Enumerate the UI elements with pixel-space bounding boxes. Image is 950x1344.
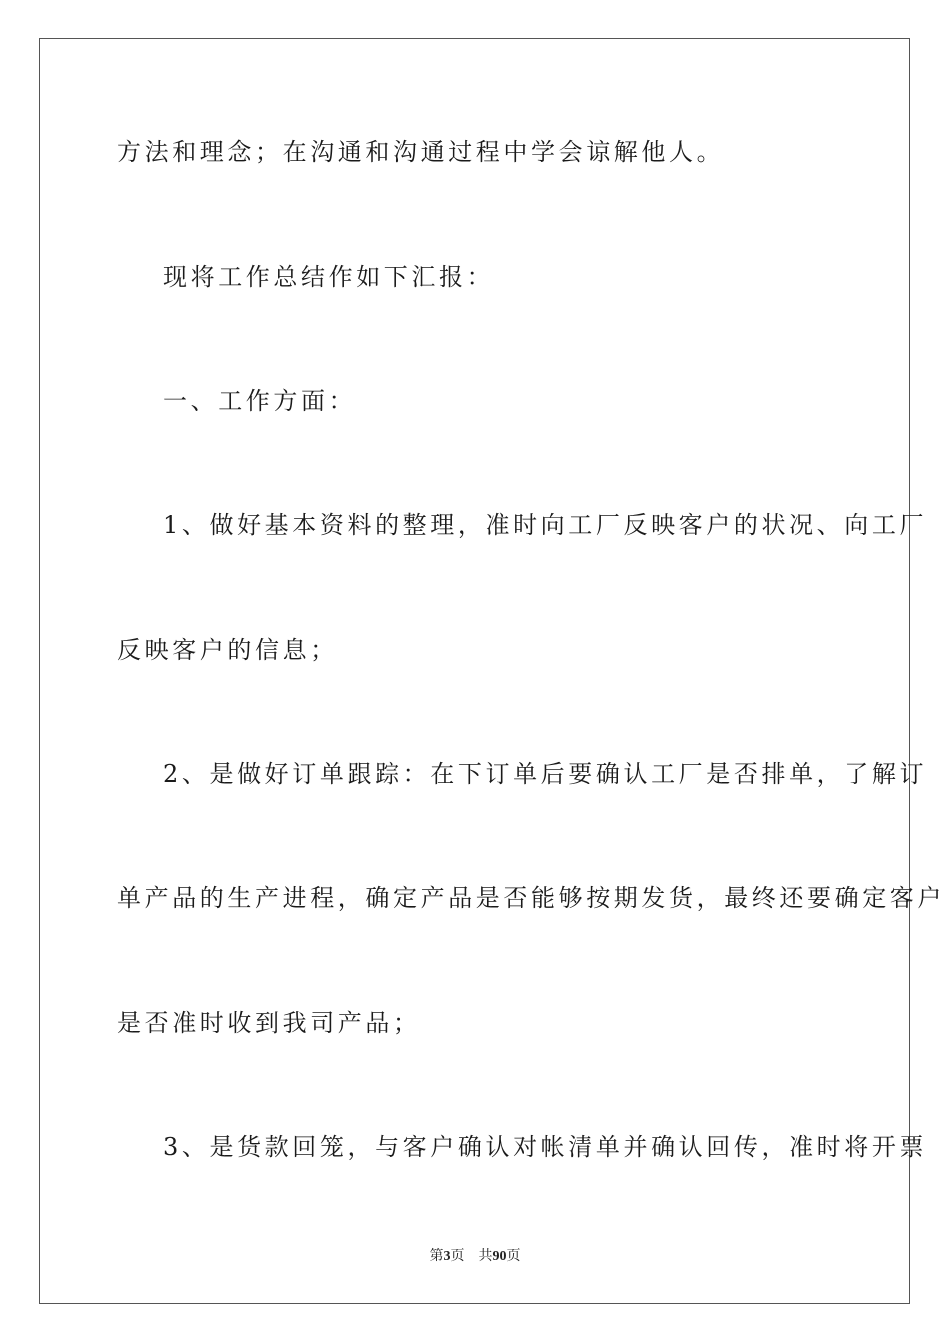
total-pages: 90 [492, 1249, 507, 1264]
page-border [39, 38, 910, 1304]
total-suffix: 页 [506, 1249, 521, 1264]
page-footer [0, 1248, 950, 1266]
page-suffix: 页 [450, 1249, 465, 1264]
paragraph-line-9: 3、是货款回笼，与客户确认对帐清单并确认回传，准时将开票 [163, 1133, 928, 1161]
paragraph-line-6: 2、是做好订单跟踪：在下订单后要确认工厂是否排单，了解订 [163, 760, 928, 788]
page-number: 3 [443, 1249, 451, 1264]
paragraph-line-2: 现将工作总结作如下汇报： [163, 263, 495, 291]
page-prefix: 第 [429, 1249, 444, 1264]
paragraph-line-5: 反映客户的信息； [117, 636, 338, 664]
total-prefix: 共 [478, 1249, 493, 1264]
paragraph-line-8: 是否准时收到我司产品； [117, 1009, 421, 1037]
paragraph-line-7: 单产品的生产进程，确定产品是否能够按期发货，最终还要确定客户 [117, 884, 945, 912]
section-heading: 一、工作方面： [163, 387, 357, 415]
paragraph-line-1: 方法和理念；在沟通和沟通过程中学会谅解他人。 [117, 138, 725, 166]
paragraph-line-4: 1、做好基本资料的整理，准时向工厂反映客户的状况、向工厂 [163, 511, 928, 539]
